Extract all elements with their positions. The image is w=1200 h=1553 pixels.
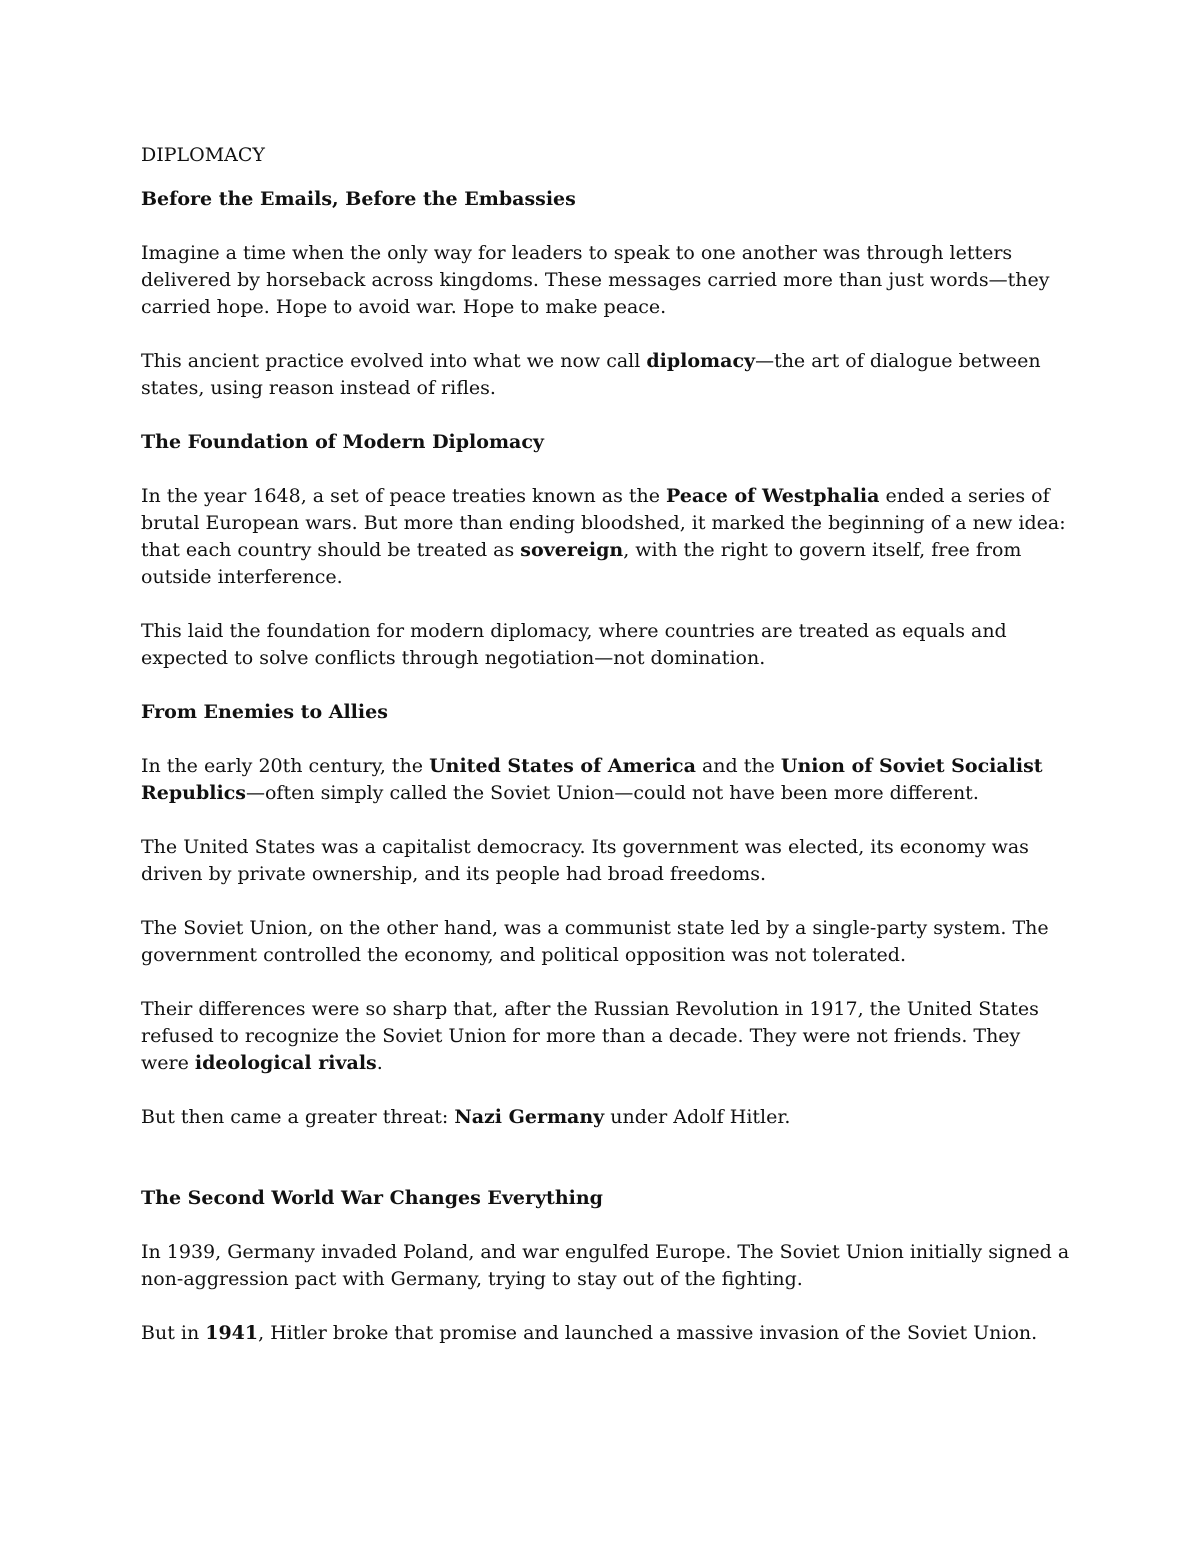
paragraph [141, 834, 1071, 888]
section-heading: From Enemies to Allies [141, 701, 388, 723]
bold-term: ideological rivals [194, 1052, 377, 1074]
text-run: ended a series of brutal European wars. But more than ending bloodshed, it marked the beginning of a new idea: that each country should be treated as [141, 485, 1066, 561]
paragraph [141, 348, 1071, 402]
paragraph [141, 996, 1071, 1077]
text-run: The Soviet Union, on the other hand, was a communist state led by a single-party system. The government controlled the economy, and political opposition was not tolerated. [141, 917, 1049, 966]
text-run: The United States was a capitalist democracy. Its government was elected, its economy was driven by private ownership, and its people had broad freedoms. [141, 836, 1029, 885]
paragraph [141, 618, 1071, 672]
paragraph [141, 1239, 1071, 1293]
paragraph [141, 753, 1071, 807]
paragraph [141, 915, 1071, 969]
text-run: This ancient practice evolved into what we now call [141, 350, 647, 372]
paragraph [141, 240, 1071, 321]
text-run: But then came a greater threat: [141, 1106, 455, 1128]
text-run: Their differences were so sharp that, after the Russian Revolution in 1917, the United States refused to recognize the Soviet Union for more than a decade. They were not friends. They were [141, 998, 1039, 1074]
bold-term: sovereign [520, 539, 624, 561]
text-run: . [376, 1052, 383, 1074]
section-heading: The Second World War Changes Everything [141, 1187, 603, 1209]
text-run: This laid the foundation for modern diplomacy, where countries are treated as equals and expected to solve conflicts through negotiation—not domination. [141, 620, 1007, 669]
text-run: In 1939, Germany invaded Poland, and war engulfed Europe. The Soviet Union initially signed a non-aggression pact with Germany, trying to stay out of the fighting. [141, 1241, 1070, 1290]
document-body [141, 142, 1071, 1374]
paragraph [141, 1104, 1071, 1131]
text-run: —the art of dialogue between states, using reason instead of rifles. [141, 350, 1041, 399]
bold-term: diplomacy [646, 350, 756, 372]
section-heading: Before the Emails, Before the Embassies [141, 188, 576, 210]
bold-term: United States of America [429, 755, 696, 777]
text-run: In the year 1648, a set of peace treaties known as the [141, 485, 667, 507]
document-blocks [141, 186, 1071, 1347]
text-run: Imagine a time when the only way for leaders to speak to one another was through letters delivered by horseback across kingdoms. These messages carried more than just words—they carried hope. Hope to avoid war. Hope to make peace. [141, 242, 1050, 318]
bold-term: Union of Soviet Socialist Republics [141, 755, 1043, 804]
bold-term: 1941 [205, 1322, 259, 1344]
text-run: —often simply called the Soviet Union—could not have been more different. [245, 782, 979, 804]
text-run: , Hitler broke that promise and launched a massive invasion of the Soviet Union. [258, 1322, 1038, 1344]
text-run: But in [141, 1322, 206, 1344]
bold-term: Peace of Westphalia [666, 485, 880, 507]
document-title: DIPLOMACY [141, 144, 265, 166]
text-run: under Adolf Hitler. [604, 1106, 791, 1128]
paragraph [141, 483, 1071, 591]
paragraph [141, 1320, 1071, 1347]
text-run: and the [695, 755, 781, 777]
bold-term: Nazi Germany [454, 1106, 605, 1128]
text-run: In the early 20th century, the [141, 755, 430, 777]
text-run: , with the right to govern itself, free from outside interference. [141, 539, 1022, 588]
section-heading: The Foundation of Modern Diplomacy [141, 431, 544, 453]
